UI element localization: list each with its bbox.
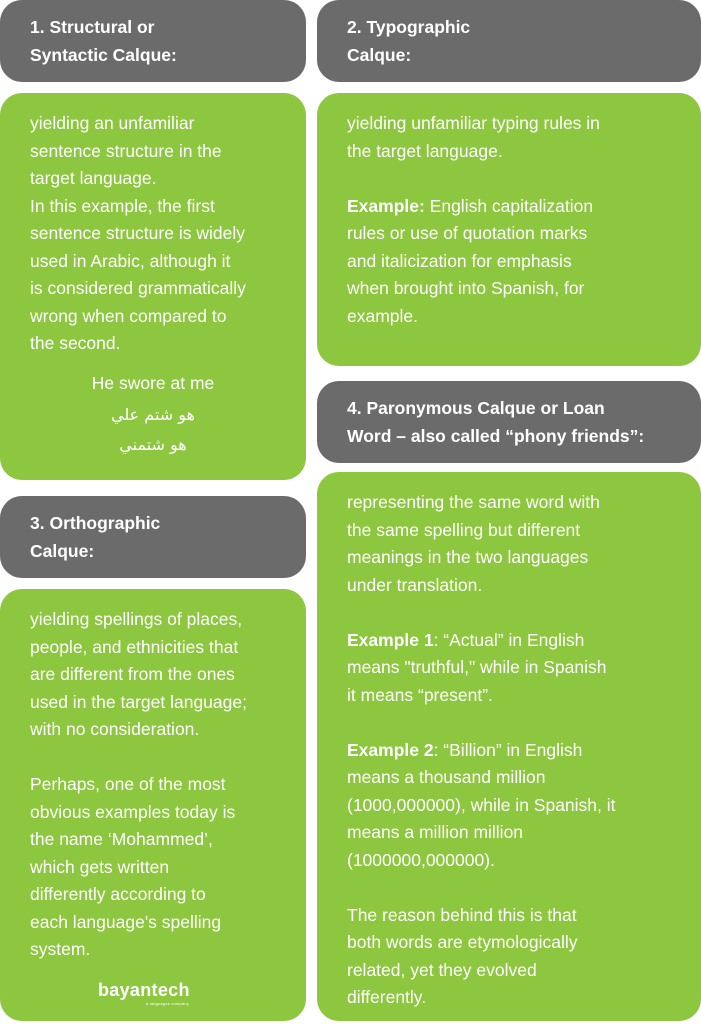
card-3-line: which gets written xyxy=(30,856,170,877)
card-4-line: both words are etymologically xyxy=(347,932,578,952)
example-text: English capitalization xyxy=(424,195,594,216)
card-1-header xyxy=(0,0,306,82)
card-1-title-line-1: 1. Structural or xyxy=(30,17,155,37)
card-4-line: differently. xyxy=(347,987,427,1007)
card-2-line: yielding unfamiliar typing rules in xyxy=(347,113,600,133)
example-english: He swore at me xyxy=(91,372,215,393)
card-2-line: rules or use of quotation marks xyxy=(347,223,588,243)
bayantech-logo: bayantech xyxy=(98,980,190,1000)
card-2-line: when brought into Spanish, for xyxy=(347,278,585,298)
card-4-body xyxy=(317,472,701,1021)
card-2-title-line-1: 2. Typographic xyxy=(347,17,471,37)
example-1-text: : “Actual” in English xyxy=(433,629,585,650)
example-1-label: Example 1 xyxy=(347,629,434,650)
card-4-line: The reason behind this is that xyxy=(347,904,577,925)
card-4-line: the same spelling but different xyxy=(347,519,581,540)
card-1-line: used in Arabic, although it xyxy=(30,250,231,271)
card-3-line: the name ‘Mohammed’, xyxy=(30,829,213,849)
card-3-line: people, and ethnicities that xyxy=(30,636,239,657)
example-arabic-1: هو شتم علي xyxy=(111,405,195,424)
card-4-line: meanings in the two languages xyxy=(347,547,589,567)
example-2-text: : “Billion” in English xyxy=(433,739,583,760)
card-3-header xyxy=(0,496,306,578)
card-3-line: Perhaps, one of the most xyxy=(30,774,226,794)
card-3-line: each language's spelling xyxy=(30,911,222,932)
card-4-line: (1000,000000), while in Spanish, it xyxy=(347,794,616,815)
example-label: Example: xyxy=(347,195,425,216)
card-1-line: In this example, the first xyxy=(30,195,215,216)
card-1-line: is considered grammatically xyxy=(30,278,246,298)
card-1-title-line-2: Syntactic Calque: xyxy=(30,45,177,65)
card-3-line: differently according to xyxy=(30,884,206,904)
card-3-line: with no consideration. xyxy=(30,719,200,739)
card-3-line: used in the target language; xyxy=(30,691,247,712)
card-3-line: are different from the ones xyxy=(30,664,235,684)
bayantech-logo-tagline: a languages company xyxy=(146,1001,189,1006)
card-3-line: obvious examples today is xyxy=(30,801,236,822)
card-2-line: example. xyxy=(347,305,419,326)
card-1-line: sentence structure in the xyxy=(30,140,222,161)
card-4-line: means a million million xyxy=(347,822,524,842)
card-3-line: yielding spellings of places, xyxy=(30,609,243,629)
card-2-example-line xyxy=(347,193,671,221)
card-1-body xyxy=(0,93,306,480)
card-1-line: target language. xyxy=(30,168,157,188)
example-2-label: Example 2 xyxy=(347,739,434,760)
card-3-title-line-1: 3. Orthographic xyxy=(30,513,161,533)
card-2-header xyxy=(317,0,701,82)
card-1-line: yielding an unfamiliar xyxy=(30,113,195,133)
card-4-header xyxy=(317,381,701,463)
card-4-line: means a thousand million xyxy=(347,767,546,787)
card-1-line: sentence structure is widely xyxy=(30,223,245,243)
card-3-line: system. xyxy=(30,939,91,959)
card-2-body xyxy=(317,93,701,366)
card-4-line: related, yet they evolved xyxy=(347,959,537,980)
card-2-title-line-2: Calque: xyxy=(347,45,412,65)
card-4-title-line-2: Word – also called “phony friends”: xyxy=(347,426,645,446)
card-3-title-line-2: Calque: xyxy=(30,541,95,561)
card-2-line: and italicization for emphasis xyxy=(347,250,572,271)
card-4-example-2-line xyxy=(347,737,671,765)
example-arabic-2: هو شتمني xyxy=(119,435,187,454)
card-1-line: the second. xyxy=(30,333,121,353)
card-1-line: wrong when compared to xyxy=(30,305,227,326)
card-3-body xyxy=(0,589,306,1021)
card-4-line: means "truthful," while in Spanish xyxy=(347,657,607,677)
card-4-line: under translation. xyxy=(347,574,483,595)
card-4-example-1-line xyxy=(347,627,671,655)
card-4-line: it means “present”. xyxy=(347,684,493,705)
card-4-line: (1000000,000000). xyxy=(347,849,495,870)
card-4-title-line-1: 4. Paronymous Calque or Loan xyxy=(347,398,605,418)
card-2-line: the target language. xyxy=(347,140,503,161)
card-4-line: representing the same word with xyxy=(347,492,600,512)
